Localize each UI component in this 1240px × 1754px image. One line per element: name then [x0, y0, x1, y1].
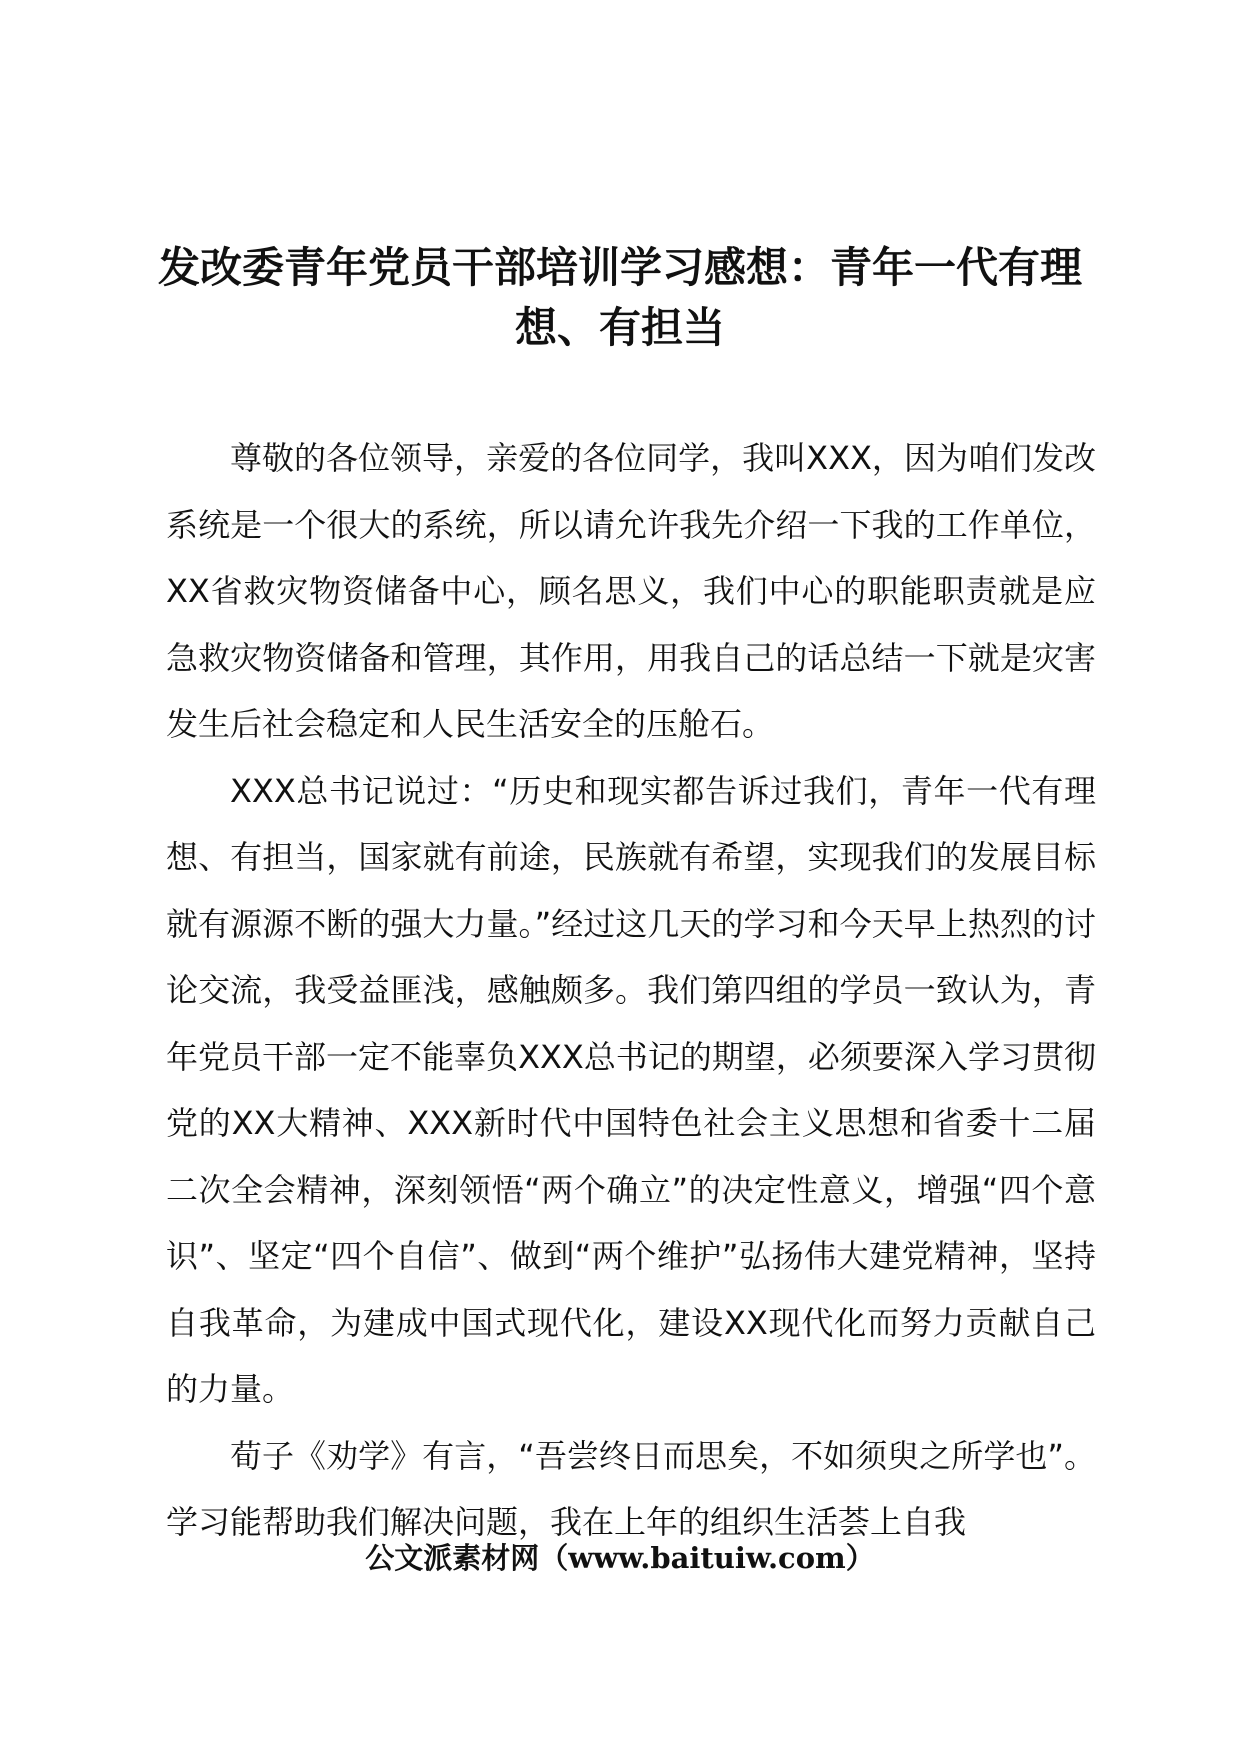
- footer-watermark: 公文派素材网（www.baituiw.com）: [365, 1541, 875, 1575]
- paragraph-1: 尊敬的各位领导，亲爱的各位同学，我叫XXX，因为咱们发改系统是一个很大的系统，所以请允许我先介绍一下我的工作单位，XX省救灾物资储备中心，顾名思义，我们中心的职能职责就是应急救灾物资储备和管理，其作用，用我自己的话总结一下就是灾害发生后社会稳定和人民生活安全的压舱石。: [166, 439, 1096, 743]
- document-title: 发改委青年党员干部培训学习感想：青年一代有理想、有担当: [157, 243, 1082, 352]
- paragraph-3: 荀子《劝学》有言，“吾尝终日而思矣，不如须臾之所学也”。学习能帮助我们解决问题，我在上年的组织生活荟上自我: [166, 1436, 1096, 1541]
- paragraph-2: XXX总书记说过：“历史和现实都告诉过我们，青年一代有理想、有担当，国家就有前途，民族就有希望，实现我们的发展目标就有源源不断的强大力量。”经过这几天的学习和今天早上热烈的讨论交流，我受益匪浅，感触颇多。我们第四组的学员一致认为，青年党员干部一定不能辜负XXX总书记的期望，必须要深入学习贯彻党的XX大精神、XXX新时代中国特色社会主义思想和省委十二届二次全会精神，深刻领悟“两个确立”的决定性意义，增强“四个意识”、坚定“四个自信”、做到“两个维护”弘扬伟大建党精神，坚持自我革命，为建成中国式现代化，建设XX现代化而努力贡献自己的力量。: [166, 771, 1096, 1408]
- document-body: [166, 425, 1096, 1556]
